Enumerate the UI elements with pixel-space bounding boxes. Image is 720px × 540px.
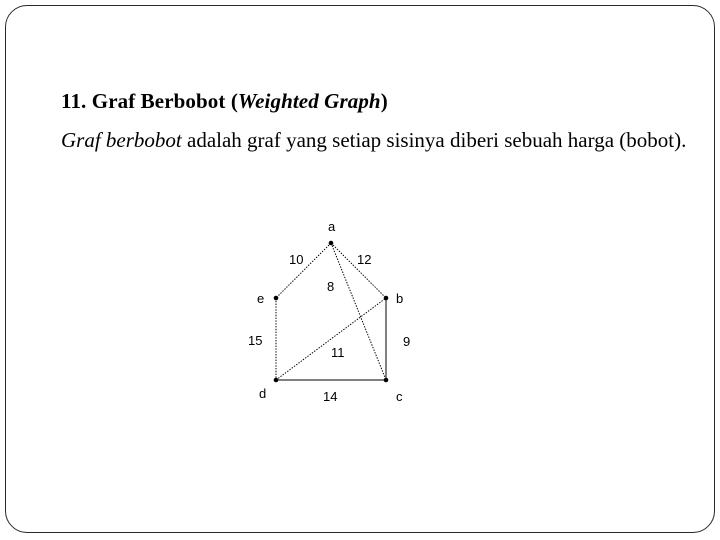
definition-term: Graf berbobot [61, 128, 182, 152]
weight-b-c: 9 [403, 334, 411, 349]
vertex-b [384, 296, 389, 301]
weight-a-e: 10 [289, 252, 304, 267]
vertex-e [274, 296, 279, 301]
vertex-d [274, 378, 279, 383]
heading-suffix: ) [380, 89, 388, 113]
vertex-label-c: c [396, 389, 403, 404]
weight-a-b: 12 [357, 252, 372, 267]
weight-a-c: 8 [327, 279, 335, 294]
vertex-label-d: d [259, 386, 267, 401]
vertex-a [329, 241, 334, 246]
weight-d-c: 14 [323, 389, 338, 404]
heading-number: 11. [61, 89, 87, 113]
vertex-label-e: e [257, 291, 265, 306]
weight-e-d: 15 [248, 333, 263, 348]
vertex-label-b: b [396, 291, 404, 306]
edge-d-b [276, 298, 386, 380]
vertex-label-a: a [328, 219, 336, 234]
weight-d-b: 11 [331, 345, 345, 360]
heading-emphasis: Weighted Graph [237, 89, 381, 113]
edge-a-e [276, 243, 331, 298]
vertex-c [384, 378, 389, 383]
definition-text: adalah graf yang setiap sisinya diberi sebuah harga (bobot). [181, 128, 687, 152]
heading-prefix: Graf Berbobot ( [91, 89, 238, 113]
